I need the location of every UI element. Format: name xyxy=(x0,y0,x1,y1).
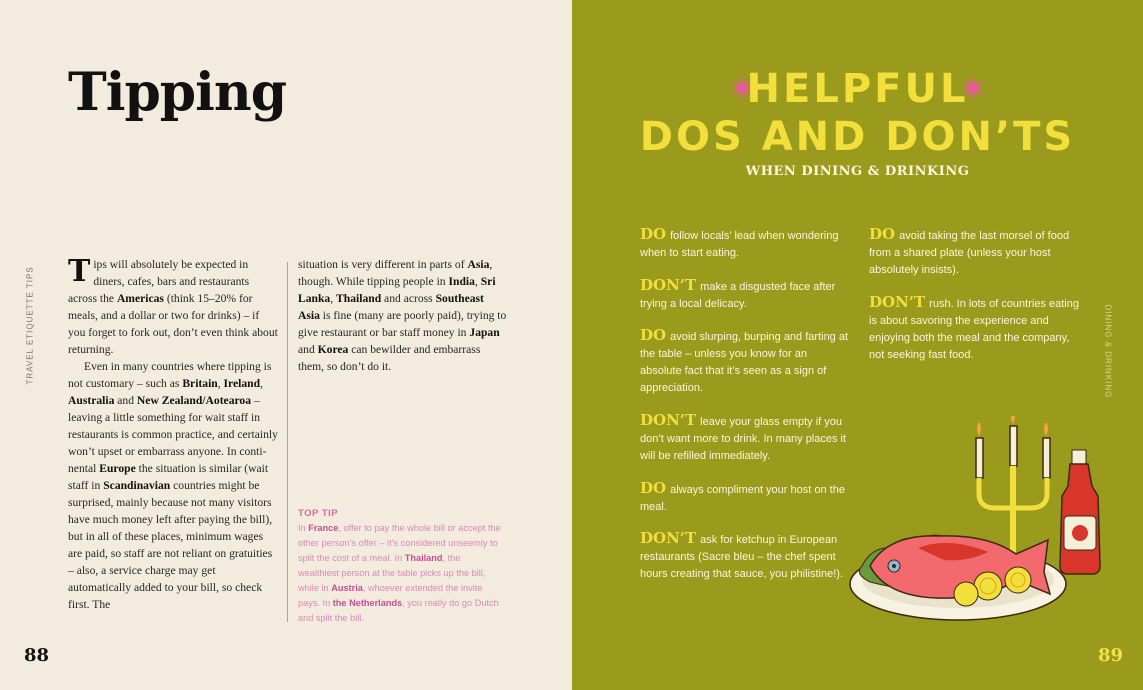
paragraph-text: , xyxy=(330,292,337,305)
tip-text: ask for ketchup in European restaurants (Sacre bleu – the chef spent hours creating that sauce, you philistine!). xyxy=(640,534,844,580)
top-tip-box xyxy=(298,508,503,626)
top-tip-heading: TOP TIP xyxy=(298,508,339,519)
tip-keyword: DON’T xyxy=(640,529,697,547)
tip-text: leave your glass empty if you don’t want more to drink. In many places it will be refilled immediately. xyxy=(640,416,847,462)
paragraph-text: , xyxy=(474,275,481,288)
paragraph-text: situation is very different in parts of xyxy=(298,258,468,271)
tip-keyword: DON’T xyxy=(869,293,926,311)
paragraph-text: is fine (many are poorly paid), trying to give restaurant or bar staff money in xyxy=(298,309,507,339)
section-side-label: TRAVEL ETIQUETTE TIPS xyxy=(25,266,35,385)
tip-bold: France xyxy=(308,523,339,533)
subheading: WHEN DINING & DRINKING xyxy=(745,164,970,179)
paragraph-bold: Britain xyxy=(182,377,218,390)
tip-item xyxy=(640,327,850,397)
paragraph-bold: Europe xyxy=(99,462,136,475)
paragraph-bold: Ireland xyxy=(223,377,261,390)
page-title: Tipping xyxy=(68,62,287,123)
paragraph-bold: Japan xyxy=(469,326,500,339)
tip-text: , whoever extended the invite pays. In xyxy=(298,583,483,608)
drop-cap: T xyxy=(68,254,91,289)
tip-item xyxy=(640,412,850,465)
tip-text: rush. In lots of countries eating is about savoring the experience and enjoying both the meal and the company, not seeking fast food. xyxy=(869,298,1079,361)
tip-text: make a disgusted face after trying a local delicacy. xyxy=(640,281,836,310)
paragraph-text: countries might be surprised, mainly because not many visitors have much money left after paying the bill), but in all of these places, minimum wages are paid, so staff are not reliant on gratuities – also, a service charge may get automatically added to your bill, so check first. The xyxy=(68,479,273,611)
tip-text: avoid slurping, burping and farting at the table – unless you know for an absolute fact that it’s seen as a sign of appreciation. xyxy=(640,331,849,394)
tip-item xyxy=(640,277,850,313)
paragraph-bold: New Zealand/Aotearoa xyxy=(136,394,252,407)
paragraph-bold: Asia xyxy=(467,258,490,271)
paragraph-text: ips will absolutely be expected in diners, cafes, bars and restaurants across the xyxy=(68,258,250,305)
paragraph-text: – leaving a little something for wait staff in restaurants is common practice, and certainly won’t upset or embarrass anyone. In continental xyxy=(68,394,278,475)
top-tip-body xyxy=(298,521,503,626)
paragraph-1 xyxy=(68,256,278,358)
tip-item xyxy=(869,294,1079,364)
tip-bold: the Netherlands xyxy=(332,598,403,608)
paragraph-text: and across xyxy=(381,292,436,305)
tip-text: avoid taking the last morsel of food from a shared plate (unless your host absolutely insists). xyxy=(869,230,1070,276)
tip-text: , the wealthiest person at the table picks up the bill, while in xyxy=(298,553,486,593)
tip-text: , you really do go Dutch and split the bill. xyxy=(298,598,499,623)
paragraph-bold: Americas xyxy=(116,292,164,305)
heading-line-2: DOS AND DON’TS xyxy=(639,114,1076,160)
tip-bold: Thailand xyxy=(404,553,443,563)
paragraph-text: , xyxy=(217,377,224,390)
paragraph-bold: Australia xyxy=(68,394,115,407)
paragraph-text: and xyxy=(114,394,137,407)
fish-dinner-illustration-icon xyxy=(848,416,1108,626)
tip-keyword: DON’T xyxy=(640,276,697,294)
tip-keyword: DO xyxy=(869,225,896,243)
paragraph-bold: Korea xyxy=(317,343,349,356)
paragraph-text: , xyxy=(260,377,263,390)
paragraph-bold: Sri Lanka xyxy=(298,275,496,305)
paragraph-2 xyxy=(68,358,278,613)
tip-item xyxy=(640,480,850,516)
paragraph-text: (think 15–20% for meals, and a dollar or two for drinks) – if you forget to fork out, don’t even think about returning. xyxy=(68,292,278,356)
column-divider xyxy=(287,262,288,622)
paragraph-text: can bewilder and embarrass them, so don’t do it. xyxy=(298,343,481,373)
page-number-left: 88 xyxy=(24,645,50,666)
page-number-right: 89 xyxy=(1098,645,1124,666)
paragraph-text: Even in many countries where tipping is not customary – such as xyxy=(68,360,272,390)
tip-keyword: DON’T xyxy=(640,411,697,429)
tip-keyword: DO xyxy=(640,479,667,497)
heading-line-1: HELPFUL xyxy=(746,66,969,112)
paragraph-bold: India xyxy=(448,275,475,288)
paragraph-bold: Thailand xyxy=(336,292,382,305)
paragraph-text: and xyxy=(298,343,318,356)
paragraph-text: the situation is similar (wait staff in xyxy=(68,462,269,492)
body-column-1 xyxy=(68,256,278,613)
tip-keyword: DO xyxy=(640,225,667,243)
tip-text: In xyxy=(298,523,309,533)
section-side-label-right: DINING & DRINKING xyxy=(1103,304,1113,399)
tip-text: always compliment your host on the meal. xyxy=(640,484,845,513)
paragraph-text: , though. While tipping people in xyxy=(298,258,493,288)
paragraph-bold: Scandinavian xyxy=(103,479,171,492)
tip-item xyxy=(640,226,850,262)
tip-item xyxy=(869,226,1079,279)
tip-text: follow locals’ lead when wondering when to start eating. xyxy=(640,230,839,259)
tip-item xyxy=(640,530,850,583)
body-column-2 xyxy=(298,256,508,375)
tip-text: , offer to pay the whole bill or accept the other person’s offer – it’s considered unseemly to split the cost of a meal. In xyxy=(298,523,501,563)
tip-keyword: DO xyxy=(640,326,667,344)
tip-bold: Austria xyxy=(331,583,363,593)
paragraph-bold: Southeast Asia xyxy=(298,292,484,322)
